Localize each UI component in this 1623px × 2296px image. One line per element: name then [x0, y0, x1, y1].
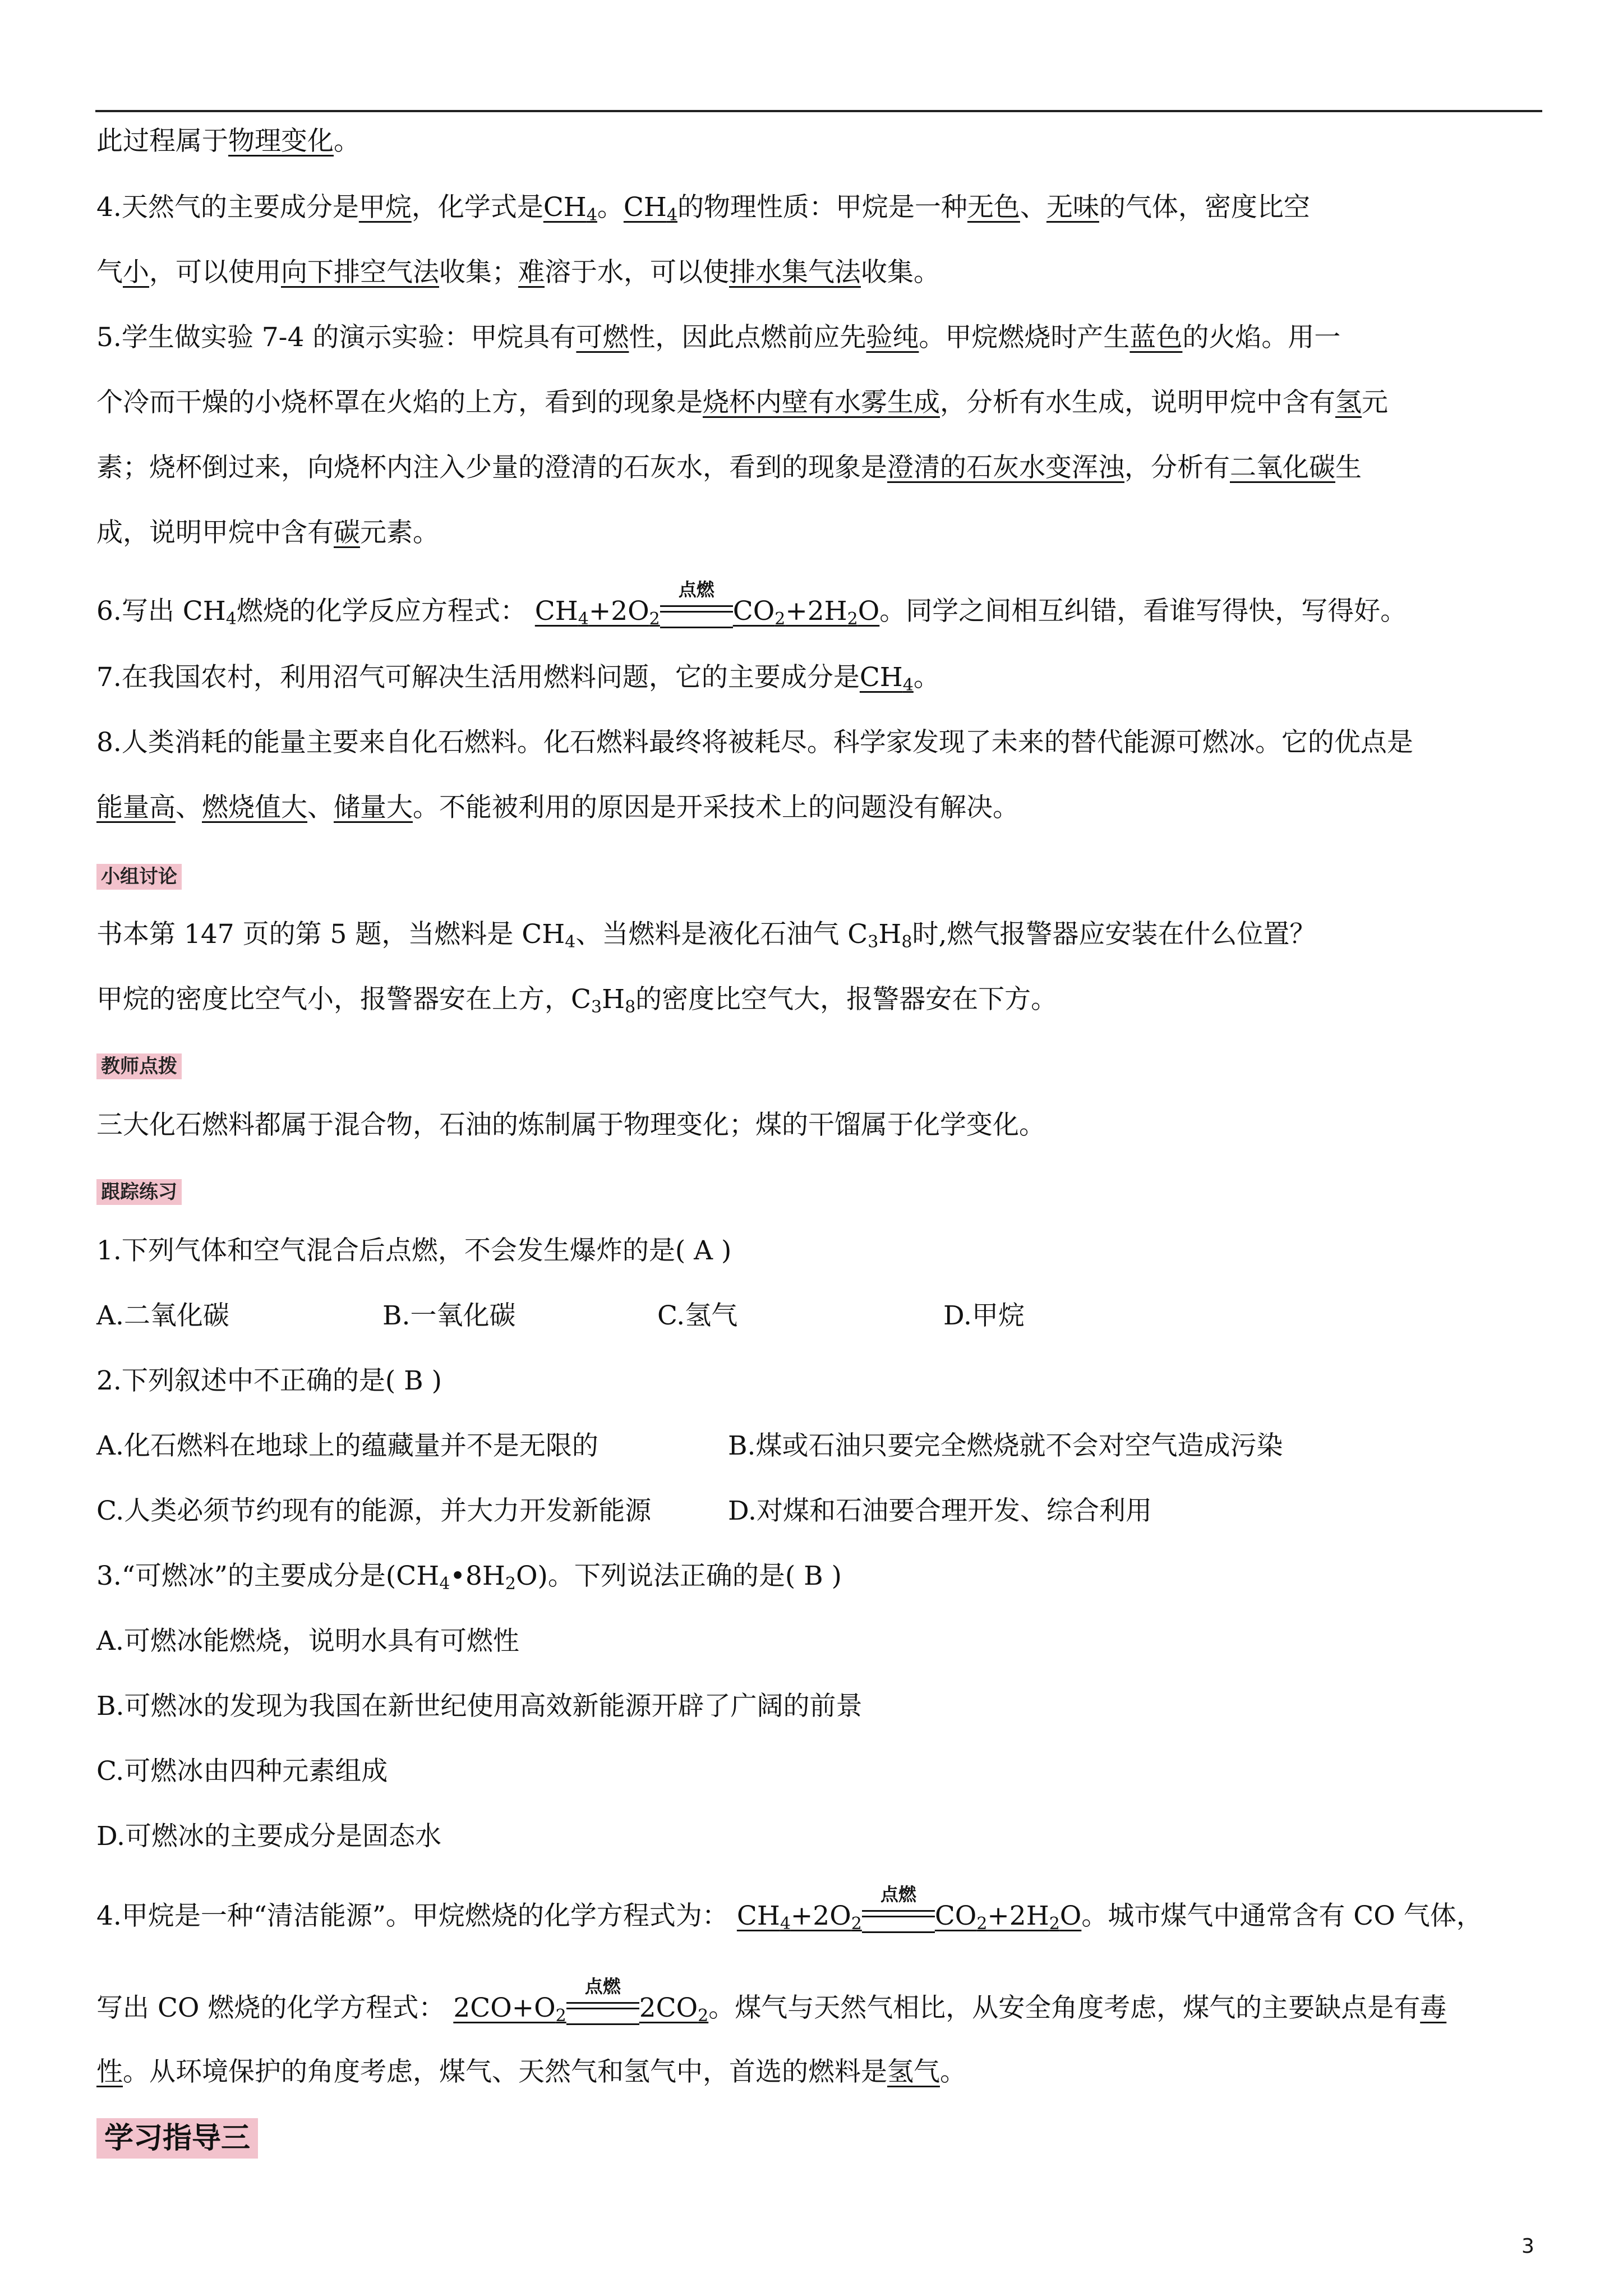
answer-blank: 氢气: [887, 2056, 940, 2087]
discussion-answer: 甲烷的密度比空气小，报警器安在上方，$C_3H_8$的密度比空气大，报警器安在下方。: [96, 984, 1058, 1017]
question-5-line-3: 素；烧杯倒过来，向烧杯内注入少量的澄清的石灰水，看到的现象是澄清的石灰水变浑浊，分析有二氧化碳生: [96, 452, 1362, 483]
question-5-line-1: 5.学生做实验 7-4 的演示实验：甲烷具有可燃性，因此点燃前应先验纯。甲烷燃烧时产生蓝色的火焰。用一: [96, 322, 1341, 353]
exercise-2-option-b: B.煤或石油只要完全燃烧就不会对空气造成污染: [728, 1430, 1283, 1461]
answer-equation: $CH_4+2O_2$: [534, 596, 660, 629]
answer-equation: $CO_2+2H_2O$: [934, 1901, 1082, 1934]
answer-equation: $CH_4+2O_2$: [736, 1901, 862, 1934]
reaction-condition: 点燃: [660, 602, 733, 624]
exercise-4-line-1: 4.甲烷是一种“清洁能源”。甲烷燃烧的化学方程式为： $CH_4+2O_2$ 点燃 $CO_2+2H_2O$。城市煤气中通常含有 CO 气体，: [96, 1884, 1483, 1934]
answer-blank: 氢: [1335, 387, 1362, 418]
exercise-3-option-d: D.可燃冰的主要成分是固态水: [96, 1821, 441, 1852]
answer-blank: $CH_4$: [859, 662, 914, 695]
answer-blank: 物理变化: [228, 126, 334, 157]
exercise-1-option-b: B.一氧化碳: [382, 1300, 516, 1331]
question-4-line-2: 气小，可以使用向下排空气法收集；难溶于水，可以使排水集气法收集。: [96, 257, 940, 288]
exercise-3-question: 3.“可燃冰”的主要成分是$(CH_4•8H_2O)$。下列说法正确的是( B ): [96, 1561, 842, 1594]
question-5-line-4: 成，说明甲烷中含有碳元素。: [96, 517, 439, 548]
page-number: 3: [1521, 2235, 1534, 2258]
answer-blank: 难: [518, 257, 545, 288]
exercise-1-option-c: C.氢气: [657, 1300, 738, 1331]
exercise-1-question: 1.下列气体和空气混合后点燃，不会发生爆炸的是( A ): [96, 1235, 732, 1266]
exercise-2-question: 2.下列叙述中不正确的是( B ): [96, 1365, 442, 1396]
answer-blank: 毒: [1420, 1993, 1447, 2023]
exercise-2-option-d: D.对煤和石油要合理开发、综合利用: [728, 1496, 1152, 1526]
header-rule: [95, 110, 1542, 112]
section-tag-practice: 跟踪练习: [96, 1179, 182, 1205]
discussion-question: 书本第 147 页的第 5 题，当燃料是 $CH_4$、当燃料是液化石油气 $C_3H_8$时,燃气报警器应安装在什么位置？: [96, 919, 1316, 952]
exercise-1-option-d: D.甲烷: [943, 1300, 1025, 1331]
answer-blank: 蓝色: [1129, 322, 1183, 353]
question-8-line-1: 8.人类消耗的能量主要来自化石燃料。化石燃料最终将被耗尽。科学家发现了未来的替代能源可燃冰。它的优点是: [96, 727, 1413, 758]
answer-blank: 澄清的石灰水变浑浊: [887, 452, 1124, 483]
answer-blank: 排水集气法: [729, 257, 861, 288]
answer-blank: 二氧化碳: [1230, 452, 1335, 483]
answer-blank: 储量大: [334, 792, 413, 823]
question-4-line-1: 4.天然气的主要成分是甲烷，化学式是$CH_4$。$CH_4$的物理性质：甲烷是一种无色、无味的气体，密度比空: [96, 192, 1310, 225]
answer-equation: $2CO_2$: [639, 1993, 709, 2026]
answer-blank: 无色: [967, 192, 1020, 223]
answer-blank: 可燃: [576, 322, 629, 353]
section-tag-group-discussion: 小组讨论: [96, 864, 182, 890]
teacher-tip-text: 三大化石燃料都属于混合物，石油的炼制属于物理变化；煤的干馏属于化学变化。: [96, 1110, 1045, 1140]
answer-blank: 性: [96, 2056, 123, 2087]
exercise-4-line-3: 性。从环境保护的角度考虑，煤气、天然气和氢气中，首选的燃料是氢气。: [96, 2056, 966, 2087]
answer-blank: 烧杯内壁有水雾生成: [703, 387, 940, 418]
question-7-line: 7.在我国农村，利用沼气可解决生活用燃料问题，它的主要成分是$CH_4$。: [96, 662, 940, 695]
answer-blank: 碳: [334, 517, 360, 548]
answer-blank: 甲烷: [358, 192, 412, 223]
exercise-2-option-c: C.人类必须节约现有的能源，并大力开发新能源: [96, 1496, 652, 1526]
answer-blank: 验纯: [866, 322, 919, 353]
answer-blank: 燃烧值大: [202, 792, 307, 823]
answer-blank: 能量高: [96, 792, 176, 823]
exercise-2-option-a: A.化石燃料在地球上的蕴藏量并不是无限的: [96, 1430, 598, 1461]
question-8-line-2: 能量高、燃烧值大、储量大。不能被利用的原因是开采技术上的问题没有解决。: [96, 792, 1019, 823]
answer-equation: $2CO+O_2$: [453, 1993, 566, 2026]
answer-blank: $CH_4$: [543, 192, 597, 225]
answer-blank: 向下排空气法: [281, 257, 439, 288]
question-5-line-2: 个冷而干燥的小烧杯罩在火焰的上方，看到的现象是烧杯内壁有水雾生成，分析有水生成，说明甲烷中含有氢元: [96, 387, 1388, 418]
reaction-condition: 点燃: [862, 1907, 935, 1929]
exercise-3-option-a: A.可燃冰能燃烧，说明水具有可燃性: [96, 1626, 519, 1657]
exercise-4-line-2: 写出 CO 燃烧的化学方程式： $2CO+O_2$ 点燃 $2CO_2$。煤气与天然气相比，从安全角度考虑，煤气的主要缺点是有毒: [96, 1976, 1447, 2026]
answer-blank: 无味: [1046, 192, 1099, 223]
section-heading-study-guide-3: 学习指导三: [96, 2118, 258, 2159]
answer-blank: $CH_4$: [623, 192, 677, 225]
exercise-1-option-a: A.二氧化碳: [96, 1300, 229, 1331]
exercise-3-option-c: C.可燃冰由四种元素组成: [96, 1756, 388, 1787]
answer-equation: $CO_2+2H_2O$: [732, 596, 880, 629]
reaction-condition: 点燃: [566, 1999, 639, 2021]
answer-blank: 小: [123, 257, 149, 288]
question-6-line: 6.写出 $CH_4$燃烧的化学反应方程式： $CH_4+2O_2$ 点燃 $CO_2+2H_2O$。同学之间相互纠错，看谁写得快，写得好。: [96, 579, 1407, 629]
text-line: 此过程属于物理变化。: [96, 126, 360, 157]
exercise-3-option-b: B.可燃冰的发现为我国在新世纪使用高效新能源开辟了广阔的前景: [96, 1691, 863, 1722]
section-tag-teacher-tip: 教师点拨: [96, 1053, 182, 1079]
